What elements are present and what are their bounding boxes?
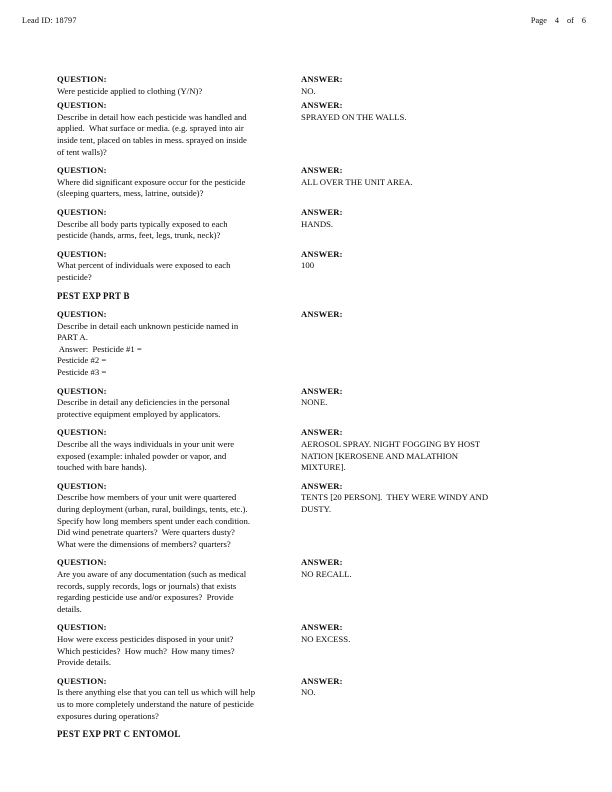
question-text-line: Were pesticide applied to clothing (Y/N)? — [57, 85, 203, 96]
question-text-line: What were the dimensions of members? quarters? — [57, 538, 231, 549]
question-label: QUESTION: — [57, 165, 107, 176]
qa-pair — [57, 676, 557, 722]
spacer — [57, 379, 557, 386]
answer-text — [301, 397, 553, 409]
spacer — [57, 302, 557, 309]
answer-text-line: NONE. — [301, 397, 328, 408]
answer-label: ANSWER: — [301, 622, 343, 633]
question-text-line: Describe in detail each unknown pesticide named in — [57, 320, 239, 331]
answer-label: ANSWER: — [301, 309, 343, 320]
qa-pair — [57, 249, 557, 284]
question-text-line: Pesticide #3 = — [57, 367, 107, 378]
question-text-line: Specify how long members spent under each condition. — [57, 515, 251, 526]
spacer — [57, 242, 557, 249]
page-of-word: of — [567, 16, 574, 25]
spacer — [57, 420, 557, 427]
qa-pair — [57, 386, 557, 421]
spacer — [57, 550, 557, 557]
spacer — [57, 474, 557, 481]
answer-label: ANSWER: — [301, 557, 343, 568]
spacer — [57, 722, 557, 729]
page-current: 4 — [554, 16, 559, 25]
question-text-line: Did wind penetrate quarters? Were quarters dusty? — [57, 527, 235, 538]
question-label: QUESTION: — [57, 309, 107, 320]
answer-text-line: NO. — [301, 687, 316, 698]
qa-pair — [57, 207, 557, 242]
answer-text — [301, 219, 553, 231]
question-label: QUESTION: — [57, 557, 107, 568]
answer-text-line: AEROSOL SPRAY. NIGHT FOGGING BY HOST — [301, 439, 481, 450]
qa-pair — [57, 165, 557, 200]
page-total: 6 — [581, 16, 586, 25]
spacer — [57, 200, 557, 207]
answer-text — [301, 569, 553, 581]
question-column — [57, 386, 301, 421]
spacer — [57, 158, 557, 165]
question-text — [57, 86, 301, 98]
question-column — [57, 165, 301, 200]
question-text-line: inside tent, placed on tables in mess. sprayed on inside — [57, 134, 247, 145]
question-label: QUESTION: — [57, 206, 107, 217]
answer-text — [301, 177, 553, 189]
question-label: QUESTION: — [57, 427, 107, 438]
page-word: Page — [530, 16, 547, 25]
question-text-line: Which pesticides? How much? How many times? — [57, 645, 235, 656]
question-label: QUESTION: — [57, 675, 107, 686]
section-heading-part-c: PEST EXP PRT C ENTOMOL — [57, 729, 181, 740]
question-text-line: during deployment (urban, rural, buildings, tents, etc.). — [57, 504, 248, 514]
question-text-line: exposed (example: inhaled powder or vapor, and — [57, 450, 227, 461]
answer-column — [301, 676, 553, 699]
answer-column — [301, 557, 553, 580]
answer-label: ANSWER: — [301, 74, 343, 84]
question-label: QUESTION: — [57, 622, 107, 633]
answer-text-line: SPRAYED ON THE WALLS. — [301, 111, 407, 122]
answer-column — [301, 309, 553, 321]
qa-pair — [57, 309, 557, 379]
answer-text — [301, 439, 553, 474]
question-column — [57, 676, 301, 722]
question-text — [57, 219, 301, 242]
question-text-line: pesticide (hands, arms, feet, legs, trunk, neck)? — [57, 230, 221, 241]
answer-label: ANSWER: — [301, 248, 343, 259]
page-number-label — [531, 16, 586, 25]
question-text-line: exposures during operations? — [57, 710, 159, 721]
answer-label: ANSWER: — [301, 675, 343, 686]
document-body — [57, 74, 557, 741]
question-text-line: Describe all the ways individuals in your unit were — [57, 439, 235, 450]
question-text-line: Describe all body parts typically exposed to each — [57, 218, 228, 229]
answer-column — [301, 207, 553, 230]
question-text-line: Are you aware of any documentation (such as medical — [57, 568, 247, 579]
qa-pair — [57, 481, 557, 551]
answer-column — [301, 622, 553, 645]
answer-text — [301, 260, 553, 272]
answer-text-line: 100 — [301, 260, 315, 271]
question-text-line: details. — [57, 603, 82, 614]
answer-label: ANSWER: — [301, 165, 343, 176]
page-header — [0, 16, 612, 30]
spacer — [57, 284, 557, 291]
answer-text-line: NO. — [301, 85, 316, 96]
question-column — [57, 207, 301, 242]
question-text-line: How were excess pesticides disposed in your unit? — [57, 633, 234, 644]
answer-text-line: NATION [KEROSENE AND MALATHION — [301, 450, 459, 461]
question-text-line: PART A. — [57, 332, 88, 343]
question-text-line: pesticide? — [57, 271, 92, 282]
answer-text — [301, 687, 553, 699]
question-text-line: protective equipment employed by applicators. — [57, 408, 221, 419]
spacer — [57, 669, 557, 676]
question-text-line: What percent of individuals were exposed to each — [57, 260, 231, 271]
question-text-line: Describe in detail any deficiencies in the personal — [57, 397, 230, 408]
answer-text-line: NO RECALL. — [301, 568, 352, 579]
question-text — [57, 634, 301, 669]
question-column — [57, 557, 301, 615]
answer-column — [301, 386, 553, 409]
qa-pair — [57, 427, 557, 473]
question-text-line: us to more completely understand the nature of pesticide — [57, 698, 254, 709]
answer-text-line: MIXTURE]. — [301, 462, 346, 473]
answer-column — [301, 100, 553, 123]
answer-label: ANSWER: — [301, 385, 343, 396]
question-text — [57, 439, 301, 474]
answer-label: ANSWER: — [301, 427, 343, 438]
answer-text — [301, 492, 553, 515]
answer-text-line: HANDS. — [301, 218, 334, 229]
answer-column — [301, 249, 553, 272]
question-column — [57, 74, 301, 97]
question-text-line: Is there anything else that you can tell us which will help — [57, 687, 256, 698]
answer-text-line: NO EXCESS. — [301, 633, 351, 644]
question-text — [57, 492, 301, 550]
question-column — [57, 622, 301, 668]
answer-column — [301, 481, 553, 516]
question-text-line: Answer: Pesticide #1 = — [57, 343, 142, 354]
answer-label: ANSWER: — [301, 206, 343, 217]
answer-text — [301, 112, 553, 124]
answer-text-line: DUSTY. — [301, 504, 332, 514]
qa-pair — [57, 557, 557, 615]
question-text-line: records, supply records, logs or journals) that exists — [57, 580, 237, 591]
question-text-line: Describe how members of your unit were quartered — [57, 492, 237, 503]
qa-pair — [57, 74, 557, 97]
answer-column — [301, 427, 553, 473]
question-text-line: touched with bare hands). — [57, 462, 147, 473]
question-column — [57, 481, 301, 551]
answer-text — [301, 86, 553, 98]
section-heading-part-b: PEST EXP PRT B — [57, 290, 130, 301]
answer-text — [301, 634, 553, 646]
qa-pair — [57, 100, 557, 158]
question-text-line: of tent walls)? — [57, 146, 107, 157]
question-text-line: Where did significant exposure occur for the pesticide — [57, 176, 246, 187]
question-text — [57, 321, 301, 379]
question-column — [57, 249, 301, 284]
question-text-line: Provide details. — [57, 657, 112, 668]
answer-text-line: ALL OVER THE UNIT AREA. — [301, 176, 413, 187]
answer-text-line: TENTS [20 PERSON]. THEY WERE WINDY AND — [301, 492, 489, 503]
question-column — [57, 309, 301, 379]
answer-label: ANSWER: — [301, 480, 343, 491]
answer-label: ANSWER: — [301, 100, 343, 111]
question-column — [57, 100, 301, 158]
question-text-line: applied. What surface or media. (e.g. sprayed into air — [57, 123, 244, 134]
question-text-line: Describe in detail how each pesticide was handled and — [57, 111, 247, 122]
question-text — [57, 569, 301, 615]
question-label: QUESTION: — [57, 74, 107, 84]
answer-column — [301, 74, 553, 97]
lead-id-label: Lead ID: 18797 — [22, 16, 77, 25]
question-text — [57, 397, 301, 420]
question-text — [57, 112, 301, 158]
question-text-line: regarding pesticide use and/or exposures? Provide — [57, 592, 234, 603]
answer-column — [301, 165, 553, 188]
question-text — [57, 687, 301, 722]
question-label: QUESTION: — [57, 248, 107, 259]
question-text — [57, 260, 301, 283]
spacer — [57, 615, 557, 622]
question-text-line: (sleeping quarters, mess, latrine, outside)? — [57, 188, 204, 199]
question-label: QUESTION: — [57, 100, 107, 111]
qa-pair — [57, 622, 557, 668]
question-text-line: Pesticide #2 = — [57, 355, 107, 366]
question-label: QUESTION: — [57, 385, 107, 396]
question-label: QUESTION: — [57, 480, 107, 491]
question-column — [57, 427, 301, 473]
question-text — [57, 177, 301, 200]
